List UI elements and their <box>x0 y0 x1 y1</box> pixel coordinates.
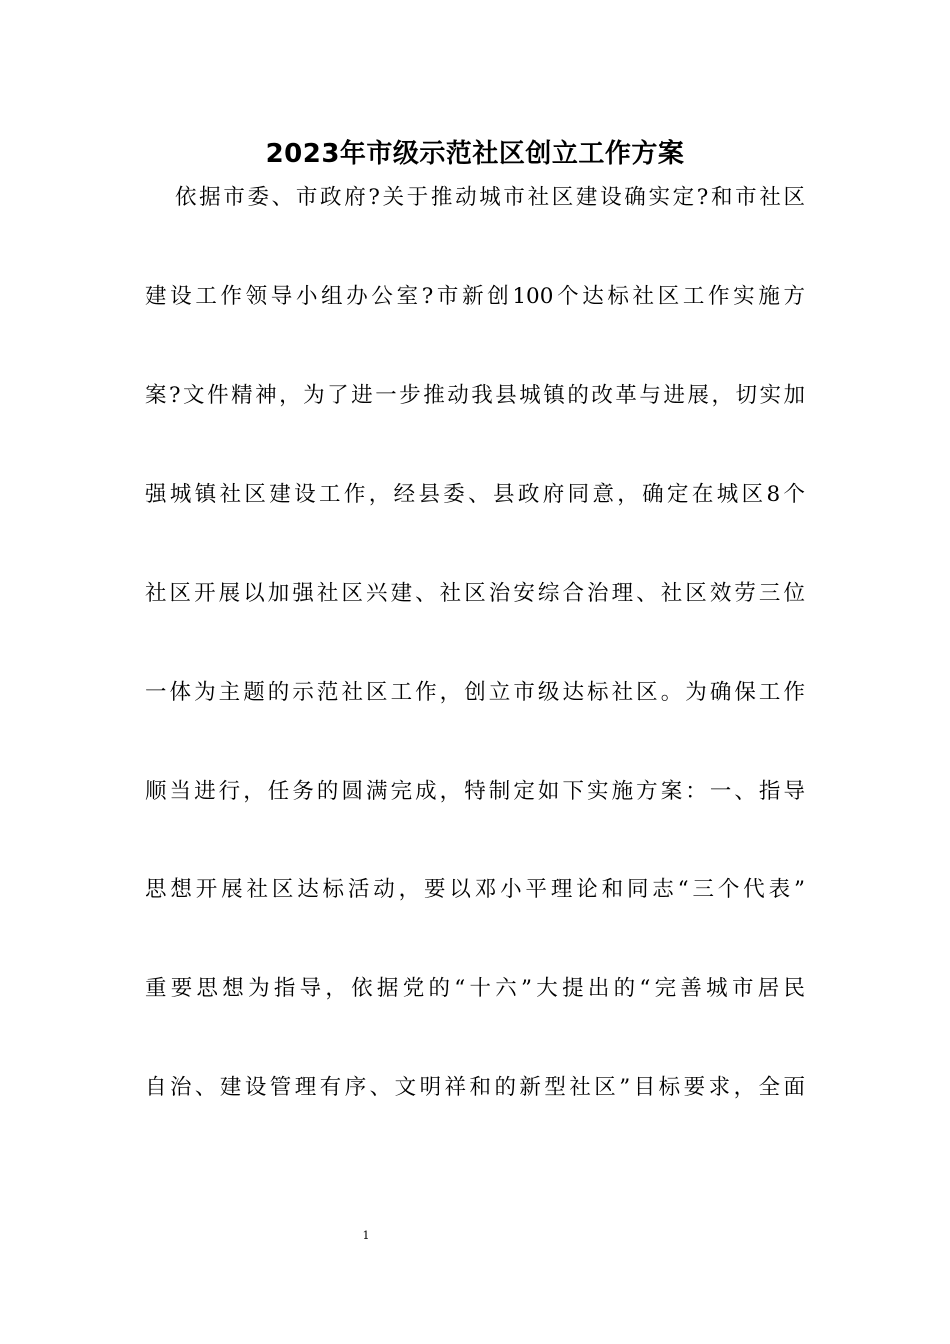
body-line-7: 顺当进行，任务的圆满完成，特制定如下实施方案：一、指导 <box>145 779 805 804</box>
body-line-5: 社区开展以加强社区兴建、社区治安综合治理、社区效劳三位 <box>145 581 805 606</box>
body-line-10: 自治、建设管理有序、文明祥和的新型社区”目标要求，全面 <box>145 1075 805 1100</box>
body-line-2: 建设工作领导小组办公室?市新创100个达标社区工作实施方 <box>145 284 805 309</box>
body-line-3: 案?文件精神，为了进一步推动我县城镇的改革与进展，切实加 <box>145 383 805 408</box>
body-line-8: 思想开展社区达标活动，要以邓小平理论和同志“三个代表” <box>145 877 805 902</box>
document-title: 2023年市级示范社区创立工作方案 <box>265 139 685 169</box>
page-number: 1 <box>362 1229 370 1242</box>
body-line-4: 强城镇社区建设工作，经县委、县政府同意，确定在城区8个 <box>145 482 805 507</box>
body-line-9: 重要思想为指导，依据党的“十六”大提出的“完善城市居民 <box>145 976 805 1001</box>
body-line-1: 依据市委、市政府?关于推动城市社区建设确实定?和市社区 <box>175 185 805 210</box>
body-line-6: 一体为主题的示范社区工作，创立市级达标社区。为确保工作 <box>145 680 805 705</box>
